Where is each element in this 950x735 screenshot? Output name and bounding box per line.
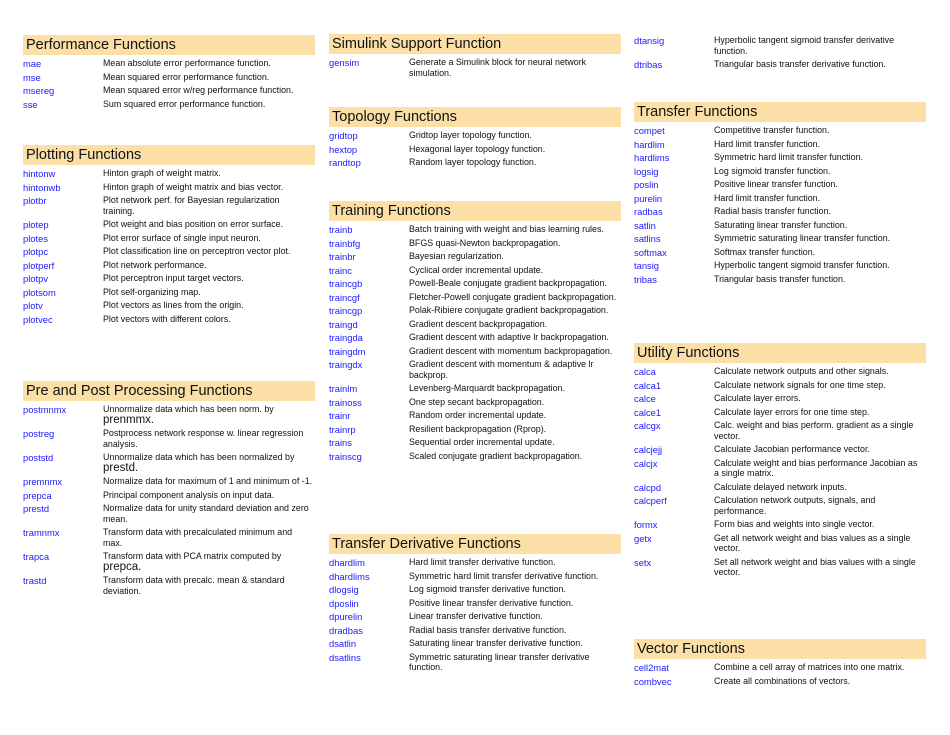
function-description: Polak-Ribiere conjugate gradient backpropagation. [409, 305, 609, 315]
section-header: Pre and Post Processing Functions [23, 381, 315, 401]
function-row [329, 598, 621, 609]
function-link[interactable]: compet [634, 125, 665, 136]
function-row [634, 519, 926, 530]
function-description: Symmetric saturating linear transfer function. [714, 233, 891, 243]
function-description: Hard limit transfer derivative function. [409, 557, 556, 567]
function-link[interactable]: trainbr [329, 251, 356, 262]
function-description: Plot perceptron input target vectors. [103, 273, 244, 283]
function-description: Calculate network outputs and other signals. [714, 366, 889, 376]
section-header: Simulink Support Function [329, 34, 621, 54]
function-link[interactable]: tansig [634, 260, 660, 271]
function-description: Log sigmoid transfer derivative function. [409, 584, 566, 594]
function-link[interactable]: calca1 [634, 379, 662, 391]
function-link[interactable]: dtribas [634, 59, 663, 70]
function-description: Calculate layer errors. [714, 393, 801, 403]
function-link[interactable]: plotpv [23, 273, 49, 284]
function-description: Plot weight and bias position on error surface. [103, 219, 284, 229]
function-row [329, 224, 621, 235]
section-header: Vector Functions [634, 639, 926, 659]
function-description: Random layer topology function. [409, 157, 537, 167]
function-row [329, 557, 621, 568]
function-description: Calculation network outputs, signals, and performance. [714, 495, 876, 516]
function-description: Mean squared error performance function. [103, 71, 270, 82]
function-description: Scaled conjugate gradient backpropagation. [409, 450, 583, 461]
function-link[interactable]: msereg [23, 85, 55, 96]
function-row [329, 144, 621, 155]
function-link[interactable]: traingdm [329, 345, 366, 357]
function-link[interactable]: trainc [329, 264, 352, 276]
function-link[interactable]: calcpd [634, 481, 662, 493]
function-description: Create all combinations of vectors. [714, 675, 851, 686]
section [23, 145, 315, 324]
function-link[interactable]: calca [634, 366, 656, 377]
function-link[interactable]: plotep [23, 219, 49, 230]
function-row [329, 638, 621, 649]
function-row [329, 424, 621, 435]
function-description: Hyperbolic tangent sigmoid transfer derivative function. [714, 35, 895, 56]
function-description: Hard limit transfer function. [714, 138, 821, 149]
function-row [23, 503, 315, 524]
function-link[interactable]: hintonw [23, 168, 56, 179]
function-description: BFGS quasi-Newton backpropagation. [409, 237, 561, 248]
function-description: Transform data with precalc. mean & standard deviation. [103, 575, 285, 596]
function-row [634, 533, 926, 554]
function-link[interactable]: plotvec [23, 313, 53, 325]
function-description: Hard limit transfer function. [714, 192, 821, 203]
function-description: Transform data with precalculated minimum and max. [103, 527, 293, 548]
function-description: Sum squared error performance function. [103, 98, 266, 109]
function-link[interactable]: traingd [329, 318, 358, 330]
function-link[interactable]: radbas [634, 206, 663, 217]
function-row [23, 195, 315, 216]
function-link[interactable]: plotbr [23, 195, 47, 206]
function-row [329, 571, 621, 582]
function-description: Unnormalize data which has been norm. by prenmmx. [103, 404, 274, 426]
function-description: Generate a Simulink block for neural network simulation. [409, 57, 587, 78]
function-link[interactable]: sse [23, 98, 38, 110]
function-description: Gradient descent with momentum & adaptive lr backprop. [409, 359, 594, 380]
function-row [634, 233, 926, 244]
function-description: Log sigmoid transfer function. [714, 165, 831, 176]
function-description: Form bias and weights into single vector. [714, 519, 875, 529]
function-link[interactable]: traingda [329, 332, 363, 343]
function-row [23, 490, 315, 501]
function-row [329, 238, 621, 249]
function-link[interactable]: dradbas [329, 624, 363, 636]
section [634, 32, 926, 70]
function-link[interactable]: prepca [23, 489, 52, 501]
function-row [329, 305, 621, 316]
function-description: Mean squared error w/reg performance function. [103, 85, 294, 95]
section [329, 534, 621, 673]
function-description: Calc. weight and bias perform. gradient as a single vector. [714, 420, 914, 441]
function-description: Plot network performance. [103, 259, 207, 270]
function-link[interactable]: trainscg [329, 450, 362, 462]
function-description: Triangular basis transfer function. [714, 273, 846, 284]
function-description: Radial basis transfer function. [714, 206, 831, 216]
function-description: Triangular basis transfer derivative function. [714, 59, 886, 69]
function-row [634, 420, 926, 441]
function-link[interactable]: hextop [329, 143, 358, 155]
function-row [329, 397, 621, 408]
function-row [634, 220, 926, 231]
function-link[interactable]: calcperf [634, 495, 667, 506]
function-row [634, 676, 926, 687]
function-description: Plot vectors with different colors. [103, 313, 231, 324]
function-link[interactable]: plotpc [23, 246, 49, 257]
function-link[interactable]: getx [634, 532, 652, 544]
function-description: Hexagonal layer topology function. [409, 143, 546, 154]
function-link[interactable]: postreg [23, 428, 55, 439]
function-link[interactable]: cell2mat [634, 662, 669, 673]
function-row [634, 274, 926, 285]
function-row [634, 247, 926, 258]
function-row [329, 292, 621, 303]
function-row [329, 157, 621, 168]
function-row [329, 346, 621, 357]
function-row [329, 57, 621, 78]
function-row [329, 652, 621, 673]
function-description: Plot self-organizing map. [103, 286, 201, 297]
function-description: Transform data with PCA matrix computed by prepca. [103, 551, 282, 573]
function-row [634, 366, 926, 377]
function-link[interactable]: calcjx [634, 457, 658, 469]
function-description: Gradient descent with adaptive lr backpropagation. [409, 332, 609, 342]
function-description: Radial basis transfer derivative function. [409, 624, 567, 635]
function-row [329, 130, 621, 141]
function-link[interactable]: plotv [23, 300, 43, 311]
function-row [329, 278, 621, 289]
section [329, 201, 621, 461]
function-row [23, 246, 315, 257]
function-row [634, 193, 926, 204]
function-row [23, 476, 315, 487]
function-link[interactable]: dtansig [634, 35, 665, 46]
function-description: Powell-Beale conjugate gradient backpropagation. [409, 278, 607, 288]
function-link[interactable]: trainr [329, 410, 351, 421]
function-link[interactable]: postmnmx [23, 404, 67, 415]
function-description: Bayesian regularization. [409, 251, 504, 261]
function-link[interactable]: setx [634, 556, 652, 568]
function-description: Postprocess network response w. linear regression analysis. [103, 428, 304, 449]
function-description: Competitive transfer function. [714, 125, 830, 135]
function-description: Positive linear transfer derivative function. [409, 597, 574, 608]
function-description: One step secant backpropagation. [409, 396, 545, 407]
function-row [23, 168, 315, 179]
function-row [23, 260, 315, 271]
function-link[interactable]: calce1 [634, 406, 662, 418]
function-description: Get all network weight and bias values as a single vector. [714, 532, 911, 553]
function-row [23, 300, 315, 311]
function-row [23, 575, 315, 596]
function-description: Calculate Jacobian performance vector. [714, 444, 870, 454]
function-link[interactable]: tribas [634, 273, 657, 285]
function-row [329, 451, 621, 462]
function-row [634, 380, 926, 391]
function-row [329, 359, 621, 380]
function-link[interactable]: mse [23, 71, 41, 83]
function-row [634, 152, 926, 163]
function-row [23, 452, 315, 473]
function-row [329, 410, 621, 421]
function-link[interactable]: prestd [23, 503, 50, 514]
function-row [634, 35, 926, 56]
section [634, 102, 926, 284]
function-description: Plot network perf. for Bayesian regularization training. [103, 195, 280, 216]
function-row [329, 383, 621, 394]
function-link[interactable]: dhardlims [329, 570, 370, 582]
function-row [23, 273, 315, 284]
function-description: Resilient backpropagation (Rprop). [409, 423, 547, 434]
function-description: Normalize data for unity standard deviation and zero mean. [103, 503, 309, 524]
function-row [23, 85, 315, 96]
function-row [634, 125, 926, 136]
function-row [329, 437, 621, 448]
function-row [634, 557, 926, 578]
function-description: Sequential order incremental update. [409, 437, 555, 447]
function-link[interactable]: poststd [23, 452, 54, 463]
function-description: Set all network weight and bias values with a single vector. [714, 556, 916, 577]
function-link[interactable]: randtop [329, 157, 361, 168]
function-row [329, 625, 621, 636]
function-link[interactable]: poslin [634, 179, 659, 190]
function-row [329, 332, 621, 343]
function-description: Levenberg-Marquardt backpropagation. [409, 383, 565, 393]
function-link[interactable]: mae [23, 58, 42, 69]
function-link[interactable]: logsig [634, 165, 659, 177]
function-row [329, 611, 621, 622]
function-link[interactable]: dsatlin [329, 638, 357, 649]
function-description: Combine a cell array of matrices into one matrix. [714, 662, 905, 672]
function-description: Symmetric hard limit transfer function. [714, 152, 863, 162]
function-link[interactable]: combvec [634, 675, 672, 687]
section [329, 34, 621, 78]
function-link[interactable]: trainlm [329, 383, 358, 394]
function-description: Fletcher-Powell conjugate gradient backpropagation. [409, 291, 617, 302]
section [634, 639, 926, 686]
function-link[interactable]: formx [634, 519, 658, 530]
function-row [634, 59, 926, 70]
section-header: Performance Functions [23, 35, 315, 55]
function-row [634, 407, 926, 418]
function-description: Linear transfer derivative function. [409, 611, 543, 621]
function-row [23, 551, 315, 572]
function-reference: prestd. [103, 461, 139, 474]
function-row [23, 233, 315, 244]
function-row [23, 404, 315, 425]
function-row [23, 527, 315, 548]
function-description: Gradient descent backpropagation. [409, 318, 548, 329]
function-row [634, 260, 926, 271]
function-description: Plot classification line on perceptron vector plot. [103, 246, 291, 256]
function-link[interactable]: hardlims [634, 152, 670, 163]
function-link[interactable]: satlins [634, 233, 661, 244]
function-link[interactable]: premnmx [23, 476, 63, 487]
function-link[interactable]: calcjejj [634, 444, 663, 455]
function-description: Normalize data for maximum of 1 and minimum of -1. [103, 476, 313, 486]
function-row [634, 393, 926, 404]
function-link[interactable]: calce [634, 393, 656, 404]
function-link[interactable]: dlogsig [329, 584, 359, 595]
function-description: Hinton graph of weight matrix and bias vector. [103, 181, 284, 192]
function-row [23, 182, 315, 193]
function-link[interactable]: trainrp [329, 423, 356, 435]
function-row [634, 444, 926, 455]
section-header: Transfer Functions [634, 102, 926, 122]
function-row [634, 179, 926, 190]
function-link[interactable]: dposlin [329, 597, 359, 609]
function-row [23, 72, 315, 83]
function-description: Calculate weight and bias performance Jacobian as a single matrix. [714, 457, 918, 478]
function-description: Batch training with weight and bias learning rules. [409, 224, 604, 234]
function-description: Random order incremental update. [409, 410, 547, 420]
section-header: Transfer Derivative Functions [329, 534, 621, 554]
function-reference: prenmmx. [103, 413, 155, 426]
function-row [634, 458, 926, 479]
function-link[interactable]: trainb [329, 224, 353, 235]
function-description: Saturating linear transfer derivative function. [409, 638, 583, 648]
function-row [634, 495, 926, 516]
section-header: Utility Functions [634, 343, 926, 363]
function-description: Gradient descent with momentum backpropagation. [409, 345, 613, 356]
function-row [23, 58, 315, 69]
function-description: Symmetric saturating linear transfer derivative function. [409, 651, 590, 672]
function-row [634, 139, 926, 150]
function-description: Saturating linear transfer function. [714, 219, 848, 230]
function-link[interactable]: gridtop [329, 130, 358, 141]
function-row [23, 99, 315, 110]
function-link[interactable]: plotsom [23, 286, 56, 298]
function-link[interactable]: traincgf [329, 291, 360, 303]
function-description: Softmax transfer function. [714, 246, 816, 257]
function-description: Mean absolute error performance function. [103, 58, 271, 68]
function-link[interactable]: plotperf [23, 259, 55, 271]
function-link[interactable]: softmax [634, 246, 667, 258]
function-description: Calculate layer errors for one time step. [714, 406, 870, 417]
section [329, 107, 621, 168]
function-description: Hinton graph of weight matrix. [103, 168, 221, 178]
function-link[interactable]: trastd [23, 575, 47, 586]
function-description: Hyperbolic tangent sigmoid transfer function. [714, 260, 890, 270]
function-link[interactable]: dhardlim [329, 557, 365, 568]
function-row [634, 482, 926, 493]
section [23, 35, 315, 109]
function-link[interactable]: hardlim [634, 138, 665, 150]
function-link[interactable]: dsatlins [329, 651, 361, 663]
function-description: Gridtop layer topology function. [409, 130, 532, 140]
function-description: Calculate network signals for one time step. [714, 379, 886, 390]
function-row [329, 584, 621, 595]
function-description: Cyclical order incremental update. [409, 264, 544, 275]
section-header: Plotting Functions [23, 145, 315, 165]
function-link[interactable]: traingdx [329, 359, 363, 370]
function-link[interactable]: trainoss [329, 396, 362, 408]
function-description: Principal component analysis on input data. [103, 489, 275, 500]
section [23, 381, 315, 596]
function-link[interactable]: trains [329, 437, 352, 448]
function-row [23, 287, 315, 298]
function-row [329, 251, 621, 262]
function-link[interactable]: trainbfg [329, 237, 361, 249]
function-row [634, 166, 926, 177]
function-row [634, 662, 926, 673]
function-description: Unnormalize data which has been normalized by prestd. [103, 452, 295, 474]
function-link[interactable]: satlin [634, 219, 656, 231]
function-link[interactable]: gensim [329, 57, 360, 68]
function-row [23, 219, 315, 230]
section-header: Training Functions [329, 201, 621, 221]
function-link[interactable]: plotes [23, 232, 49, 244]
section [634, 343, 926, 578]
function-link[interactable]: tramnmx [23, 527, 60, 538]
function-reference: prepca. [103, 560, 142, 573]
function-link[interactable]: traincgp [329, 305, 363, 316]
function-row [329, 319, 621, 330]
function-description: Symmetric hard limit transfer derivative function. [409, 570, 599, 581]
function-link[interactable]: calcgx [634, 420, 661, 431]
function-link[interactable]: hintonwb [23, 181, 61, 193]
function-row [23, 428, 315, 449]
function-description: Plot error surface of single input neuron. [103, 232, 261, 243]
function-description: Calculate delayed network inputs. [714, 481, 847, 492]
function-row [329, 265, 621, 276]
function-link[interactable]: purelin [634, 192, 663, 204]
function-row [634, 206, 926, 217]
function-description: Positive linear transfer function. [714, 179, 838, 189]
function-link[interactable]: trapca [23, 551, 50, 562]
function-description: Plot vectors as lines from the origin. [103, 300, 244, 310]
function-row [23, 314, 315, 325]
function-link[interactable]: traincgb [329, 278, 363, 289]
section-header: Topology Functions [329, 107, 621, 127]
function-link[interactable]: dpurelin [329, 611, 363, 622]
